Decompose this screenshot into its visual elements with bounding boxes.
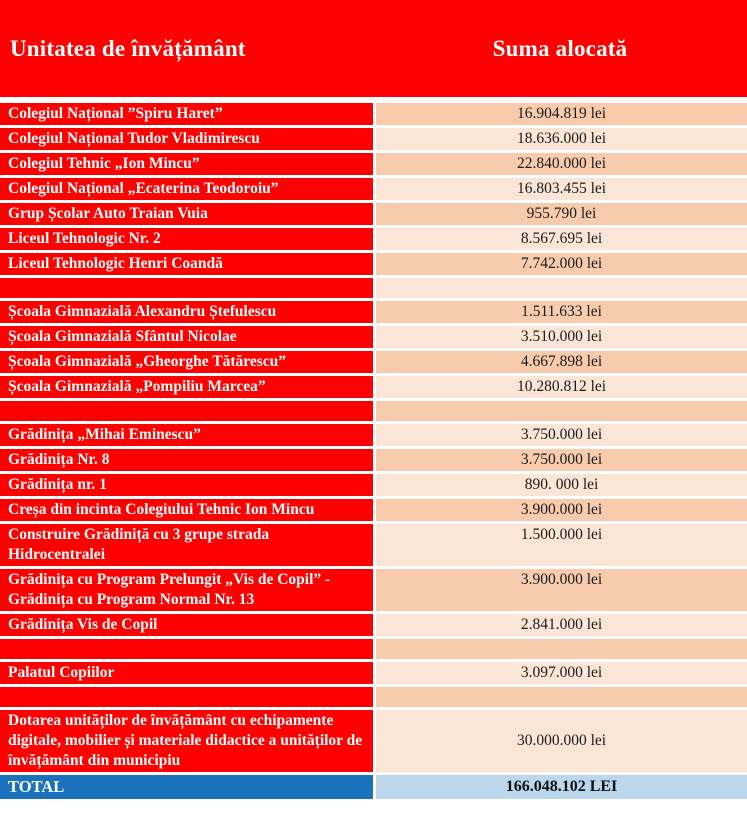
row-label [0, 639, 373, 659]
header-row [0, 0, 747, 97]
row-amount: 16.904.819 lei [376, 103, 747, 125]
table-row [0, 401, 747, 421]
table-row [0, 153, 747, 175]
row-amount: 955.790 lei [376, 203, 747, 225]
table-row [0, 326, 747, 348]
row-label: Creșa din incinta Colegiului Tehnic Ion Mincu [0, 499, 373, 521]
row-label: Dotarea unităților de învățământ cu echipamente digitale, mobilier și materiale didactice a unităților de învățământ din municipiu [0, 710, 373, 772]
table-row [0, 128, 747, 150]
table-row [0, 524, 747, 566]
row-label: Colegiul Național Tudor Vladimirescu [0, 128, 373, 150]
row-label: Colegiul Național „Ecaterina Teodoroiu” [0, 178, 373, 200]
column-header-amount: Suma alocată [492, 35, 628, 61]
row-amount: 16.803.455 lei [376, 178, 747, 200]
table-row [0, 424, 747, 446]
row-label: Grădinița „Mihai Eminescu” [0, 424, 373, 446]
row-amount: 10.280.812 lei [376, 376, 747, 398]
table-row [0, 351, 747, 373]
table-row [0, 687, 747, 707]
table-row [0, 614, 747, 636]
row-amount: 18.636.000 lei [376, 128, 747, 150]
table-row [0, 253, 747, 275]
row-amount: 3.510.000 lei [376, 326, 747, 348]
row-label [0, 687, 373, 707]
row-label [0, 278, 373, 298]
table-row [0, 449, 747, 471]
row-amount [376, 278, 747, 298]
row-amount: 4.667.898 lei [376, 351, 747, 373]
row-amount: 1.500.000 lei [376, 524, 747, 566]
row-amount: 7.742.000 lei [376, 253, 747, 275]
row-amount: 30.000.000 lei [376, 710, 747, 772]
row-label: Liceul Tehnologic Nr. 2 [0, 228, 373, 250]
table-row [0, 639, 747, 659]
table-row [0, 278, 747, 298]
table-row [0, 178, 747, 200]
row-label: Colegiul Tehnic „Ion Mincu” [0, 153, 373, 175]
row-amount: 2.841.000 lei [376, 614, 747, 636]
table-row [0, 228, 747, 250]
row-amount: 3.900.000 lei [376, 499, 747, 521]
row-amount [376, 687, 747, 707]
row-amount: 3.097.000 lei [376, 662, 747, 684]
table-row [0, 376, 747, 398]
row-amount: 22.840.000 lei [376, 153, 747, 175]
row-label: Grădinița nr. 1 [0, 474, 373, 496]
table-row [0, 569, 747, 611]
row-label: Școala Gimnazială „Pompiliu Marcea” [0, 376, 373, 398]
row-label: Școala Gimnazială „Gheorghe Tătărescu” [0, 351, 373, 373]
row-amount: 890. 000 lei [376, 474, 747, 496]
column-header-unit: Unitatea de învățământ [10, 35, 246, 61]
row-label: Grădinița Nr. 8 [0, 449, 373, 471]
table-row [0, 301, 747, 323]
table-row [0, 203, 747, 225]
table-row [0, 474, 747, 496]
total-amount: 166.048.102 LEI [376, 775, 747, 799]
row-amount: 3.900.000 lei [376, 569, 747, 611]
row-amount: 8.567.695 lei [376, 228, 747, 250]
row-amount: 3.750.000 lei [376, 449, 747, 471]
row-label: Colegiul Național ”Spiru Haret” [0, 103, 373, 125]
row-label: Școala Gimnazială Sfântul Nicolae [0, 326, 373, 348]
table-row [0, 710, 747, 772]
table-body [0, 103, 747, 772]
total-row [0, 775, 747, 799]
row-label: Grădinița cu Program Prelungit „Vis de Copil” - Grădinița cu Program Normal Nr. 13 [0, 569, 373, 611]
row-amount: 3.750.000 lei [376, 424, 747, 446]
row-label: Palatul Copiilor [0, 662, 373, 684]
row-label: Construire Grădiniță cu 3 grupe strada Hidrocentralei [0, 524, 373, 566]
row-label: Grădinița Vis de Copil [0, 614, 373, 636]
table-row [0, 103, 747, 125]
row-amount [376, 639, 747, 659]
table-row [0, 662, 747, 684]
row-label: Grup Școlar Auto Traian Vuia [0, 203, 373, 225]
row-label [0, 401, 373, 421]
row-label: Liceul Tehnologic Henri Coandă [0, 253, 373, 275]
row-amount [376, 401, 747, 421]
table-row [0, 499, 747, 521]
row-label: Școala Gimnazială Alexandru Ștefulescu [0, 301, 373, 323]
total-label: TOTAL [0, 775, 373, 799]
row-amount: 1.511.633 lei [376, 301, 747, 323]
